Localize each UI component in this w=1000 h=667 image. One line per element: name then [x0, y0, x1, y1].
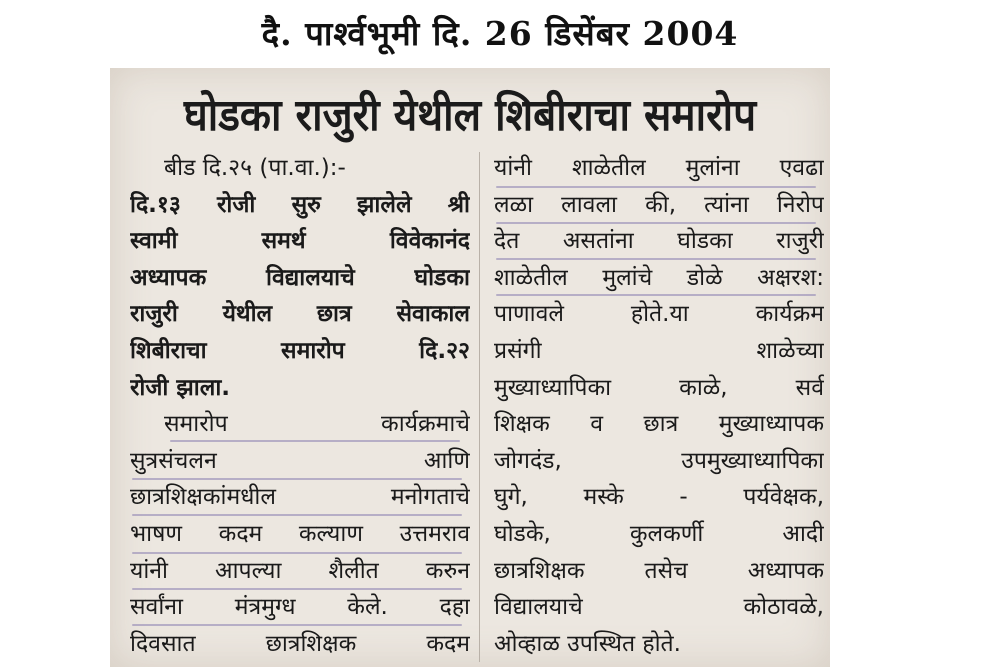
- pen-underline-mark: [496, 294, 816, 296]
- article-right-column: [494, 150, 824, 662]
- article-line: सुत्रसंचलन आणि: [130, 447, 470, 474]
- article-line: दिवसात छात्रशिक्षक कदम: [130, 630, 470, 657]
- newspaper-source-line: दै. पार्श्वभूमी दि. 26 डिसेंबर 2004: [261, 14, 739, 53]
- pen-underline-mark: [496, 258, 816, 260]
- article-line: स्वामी समर्थ विवेकानंद: [130, 228, 470, 255]
- article-line: शिबीराचा समारोप दि.२२: [130, 337, 470, 364]
- article-line: समारोप कार्यक्रमाचे: [164, 411, 470, 438]
- pen-underline-mark: [496, 186, 816, 188]
- article-line: ओव्हाळ उपस्थित होते.: [494, 630, 681, 657]
- pen-underline-mark: [132, 624, 462, 626]
- pen-underline-mark: [132, 552, 462, 554]
- pen-underline-mark: [132, 588, 462, 590]
- article-line: घुगे, मस्के - पर्यवेक्षक,: [494, 484, 824, 511]
- article-line: बीड दि.२५ (पा.वा.):-: [164, 155, 346, 181]
- article-line: विद्यालयाचे कोठावळे,: [494, 594, 824, 621]
- article-left-column: [130, 150, 470, 662]
- article-line: जोगदंड, उपमुख्याध्यापिका: [494, 447, 824, 474]
- article-line: घोडके, कुलकर्णी आदी: [494, 520, 824, 547]
- pen-underline-mark: [496, 222, 816, 224]
- article-line: सर्वांना मंत्रमुग्ध केले. दहा: [130, 594, 470, 621]
- article-line: दि.१३ रोजी सुरु झालेले श्री: [130, 191, 470, 218]
- article-line: देत असतांना घोडका राजुरी: [494, 228, 824, 255]
- article-line: प्रसंगी शाळेच्या: [494, 337, 824, 364]
- article-line: यांनी शाळेतील मुलांना एवढा: [494, 155, 824, 181]
- article-line: लळा लावला की, त्यांना निरोप: [494, 191, 824, 218]
- article-headline: घोडका राजुरी येथील शिबीराचा समारोप: [183, 90, 757, 141]
- article-line: छात्रशिक्षकांमधील मनोगताचे: [130, 484, 470, 511]
- article-line: यांनी आपल्या शैलीत करुन: [130, 557, 470, 584]
- article-line: राजुरी येथील छात्र सेवाकाल: [130, 301, 470, 328]
- article-line: मुख्याध्यापिका काळे, सर्व: [494, 374, 824, 401]
- column-divider: [479, 152, 480, 662]
- pen-underline-mark: [170, 440, 460, 442]
- pen-underline-mark: [132, 514, 462, 516]
- article-line: रोजी झाला.: [130, 374, 231, 401]
- article-line: छात्रशिक्षक तसेच अध्यापक: [494, 557, 824, 584]
- article-line: पाणावले होते.या कार्यक्रम: [494, 301, 824, 328]
- article-line: भाषण कदम कल्याण उत्तमराव: [130, 520, 470, 547]
- newspaper-clipping: [110, 68, 830, 667]
- article-line: शिक्षक व छात्र मुख्याध्यापक: [494, 411, 824, 438]
- article-line: शाळेतील मुलांचे डोळे अक्षरश:: [494, 264, 824, 291]
- article-line: अध्यापक विद्यालयाचे घोडका: [130, 264, 470, 291]
- pen-underline-mark: [132, 478, 462, 480]
